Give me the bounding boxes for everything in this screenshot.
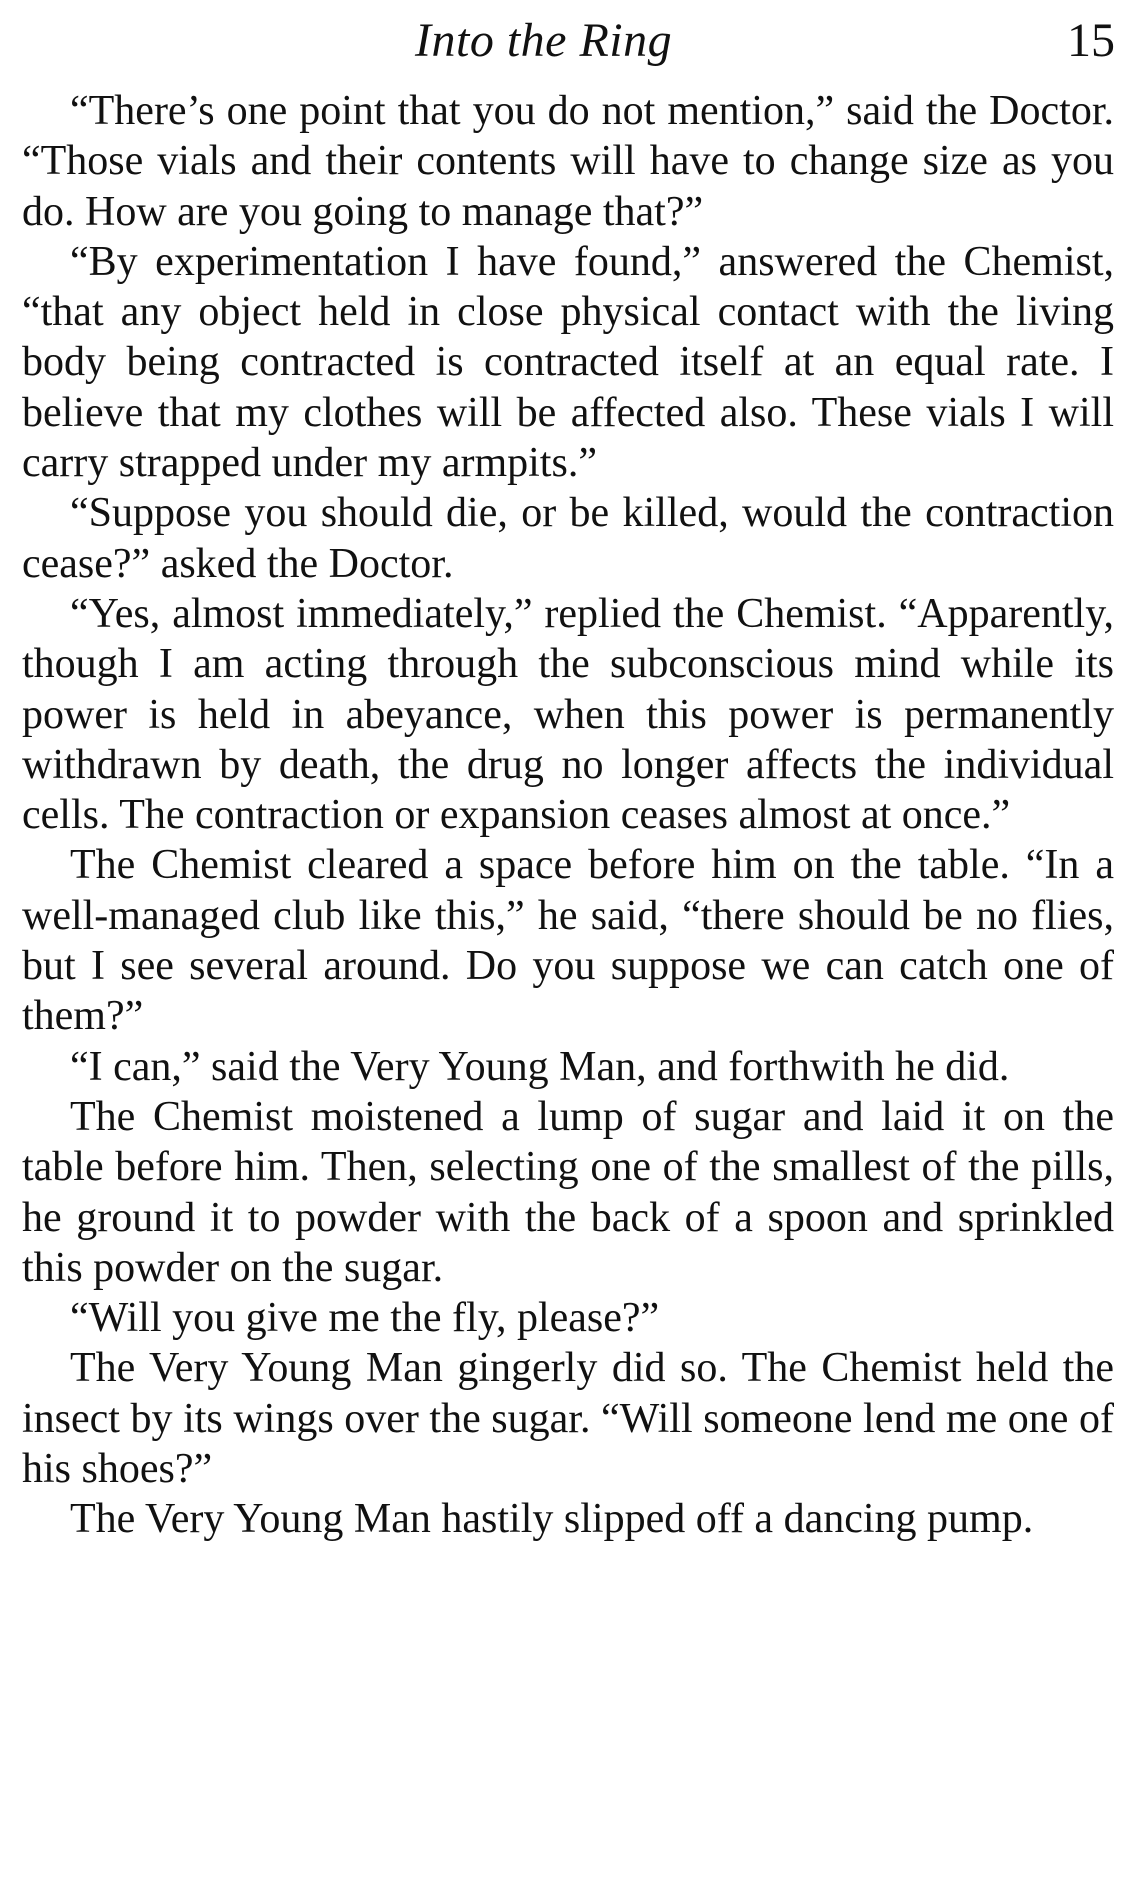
running-head [0, 6, 1133, 76]
paragraph: “I can,” said the Very Young Man, and forthwith he did. [70, 1043, 1010, 1090]
paragraph: “Will you give me the fly, please?” [70, 1295, 660, 1342]
paragraph: The Chemist moistened a lump of sugar and laid it on the table before him. Then, selecting one of the smallest of the pills, he ground it to powder with the back of a spoon and sprinkled this powder on the sugar. [22, 1093, 1114, 1291]
paragraph: “Suppose you should die, or be killed, would the contraction cease?” asked the Doctor. [22, 490, 1114, 587]
paragraph: The Very Young Man gingerly did so. The Chemist held the insect by its wings over the sugar. “Will someone lend me one of his shoes?” [22, 1345, 1114, 1493]
running-title: Into the Ring [415, 14, 673, 67]
body-text [22, 86, 1114, 1545]
page-number: 15 [1067, 14, 1115, 67]
paragraph: “Yes, almost immediately,” replied the Chemist. “Apparently, though I am acting through the subconscious mind while its power is held in abeyance, when this power is permanently withdrawn by death, the drug no longer affects the individual cells. The contraction or expansion ceases almost at once.” [22, 590, 1114, 839]
paragraph: The Chemist cleared a space before him on the table. “In a well-managed club like this,” he said, “there should be no flies, but I see several around. Do you suppose we can catch one of them?” [22, 842, 1114, 1040]
paragraph: “By experimentation I have found,” answered the Chemist, “that any object held in close physical contact with the living body being contracted is contracted itself at an equal rate. I believe that my clothes will be affected also. These vials I will carry strapped under my armpits.” [22, 238, 1114, 487]
paragraph: “There’s one point that you do not mention,” said the Doctor. “Those vials and their contents will have to change size as you do. How are you going to manage that?” [22, 88, 1114, 235]
paragraph: The Very Young Man hastily slipped off a dancing pump. [70, 1496, 1034, 1543]
